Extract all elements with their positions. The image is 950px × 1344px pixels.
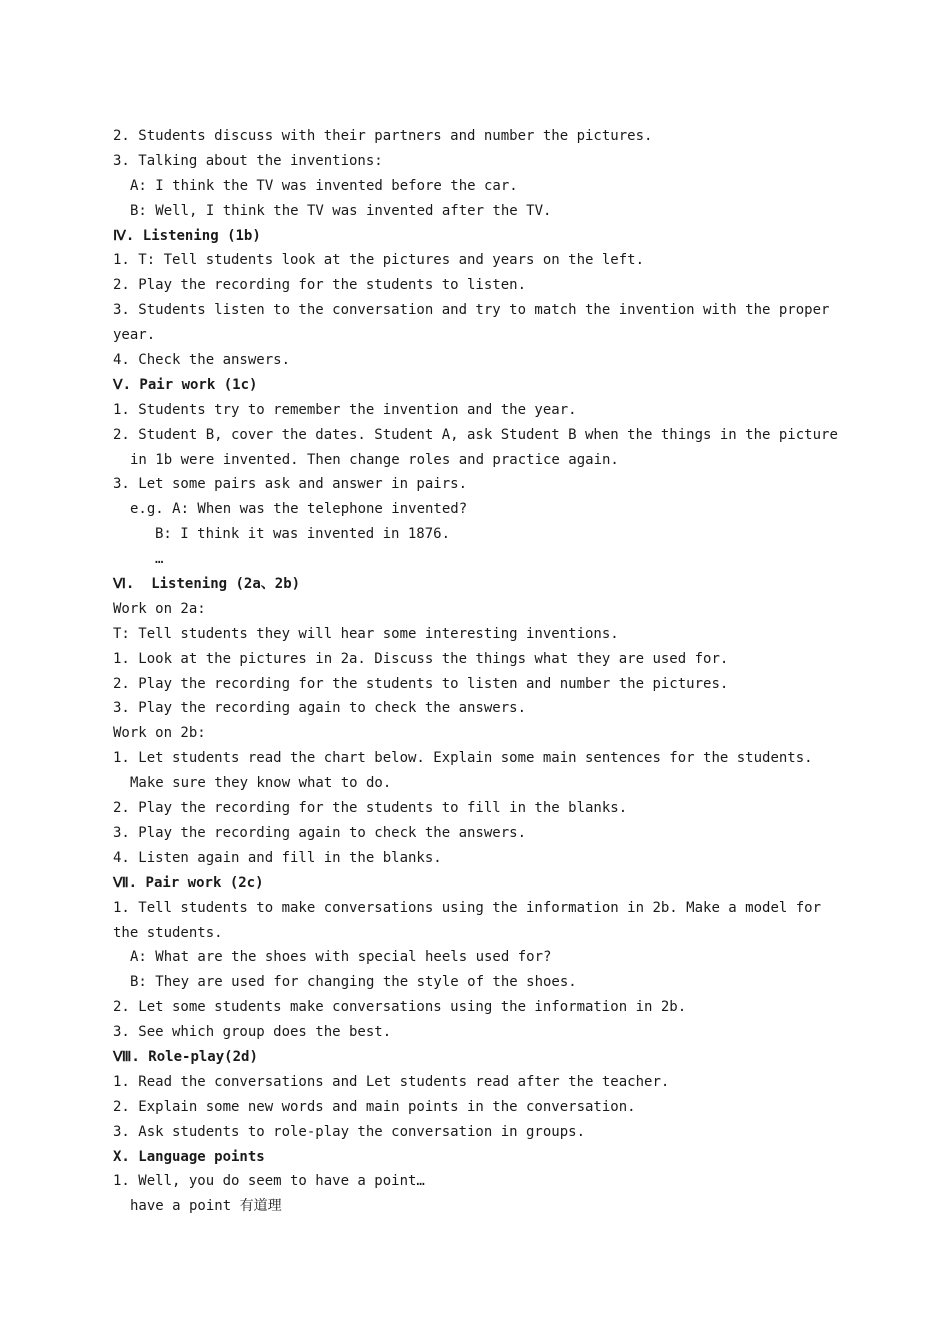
text-line: T: Tell students they will hear some interesting inventions.: [113, 625, 619, 642]
text-line: Work on 2a:: [113, 600, 206, 617]
section-heading: Ⅳ. Listening (1b): [113, 227, 261, 244]
text-line: 3. See which group does the best.: [113, 1024, 392, 1041]
text-line: 2. Play the recording for the students to fill in the blanks.: [113, 800, 628, 817]
section-heading: Ⅶ. Pair work (2c): [113, 874, 264, 891]
text-line: 3. Talking about the inventions:: [113, 152, 383, 169]
text-line: …: [155, 551, 164, 568]
text-line: 4. Listen again and fill in the blanks.: [113, 849, 442, 866]
text-line: the students.: [113, 924, 223, 941]
text-line: B: Well, I think the TV was invented after the TV.: [130, 202, 552, 219]
text-line: 1. Students try to remember the invention and the year.: [113, 401, 577, 418]
text-line: B: I think it was invented in 1876.: [155, 526, 451, 543]
section-heading: Ⅵ. Listening (2a、2b): [113, 576, 301, 593]
section-heading: Ⅷ. Role-play(2d): [113, 1048, 258, 1065]
text-line: year.: [113, 327, 156, 344]
document-body: [113, 124, 843, 1219]
text-line: Make sure they know what to do.: [130, 775, 392, 792]
section-heading: Ⅴ. Pair work (1c): [113, 376, 258, 393]
text-line: 3. Let some pairs ask and answer in pairs.: [113, 476, 468, 493]
text-line: 1. Read the conversations and Let students read after the teacher.: [113, 1073, 670, 1090]
text-line: 1. Tell students to make conversations using the information in 2b. Make a model for: [113, 899, 822, 916]
text-line: 4. Check the answers.: [113, 352, 291, 369]
text-line: 2. Play the recording for the students to listen and number the pictures.: [113, 675, 729, 692]
text-line: 2. Students discuss with their partners and number the pictures.: [113, 128, 653, 144]
text-line: 2. Explain some new words and main points in the conversation.: [113, 1098, 636, 1115]
text-line: 3. Ask students to role-play the conversation in groups.: [113, 1123, 586, 1140]
text-line: 2. Let some students make conversations using the information in 2b.: [113, 999, 687, 1016]
text-line: A: I think the TV was invented before the car.: [130, 177, 518, 194]
section-heading: X. Language points: [113, 1148, 265, 1165]
text-line: A: What are the shoes with special heels used for?: [130, 949, 552, 966]
text-line: 2. Student B, cover the dates. Student A, ask Student B when the things in the picture: [113, 426, 838, 443]
text-line: 1. Let students read the chart below. Explain some main sentences for the students.: [113, 750, 813, 767]
text-line: 1. Look at the pictures in 2a. Discuss the things what they are used for.: [113, 650, 729, 667]
text-line: 3. Play the recording again to check the answers.: [113, 700, 527, 717]
text-line: 2. Play the recording for the students to listen.: [113, 277, 527, 294]
text-line: Work on 2b:: [113, 725, 206, 742]
text-line: B: They are used for changing the style of the shoes.: [130, 974, 577, 991]
text-line: 1. T: Tell students look at the pictures and years on the left.: [113, 252, 645, 269]
text-line: have a point 有道理: [130, 1198, 282, 1215]
text-line: 1. Well, you do seem to have a point…: [113, 1173, 425, 1190]
text-line: in 1b were invented. Then change roles and practice again.: [130, 451, 619, 468]
text-line: e.g. A: When was the telephone invented?: [130, 501, 468, 518]
text-line: 3. Play the recording again to check the answers.: [113, 824, 527, 841]
text-line: 3. Students listen to the conversation and try to match the invention with the proper: [113, 302, 830, 319]
